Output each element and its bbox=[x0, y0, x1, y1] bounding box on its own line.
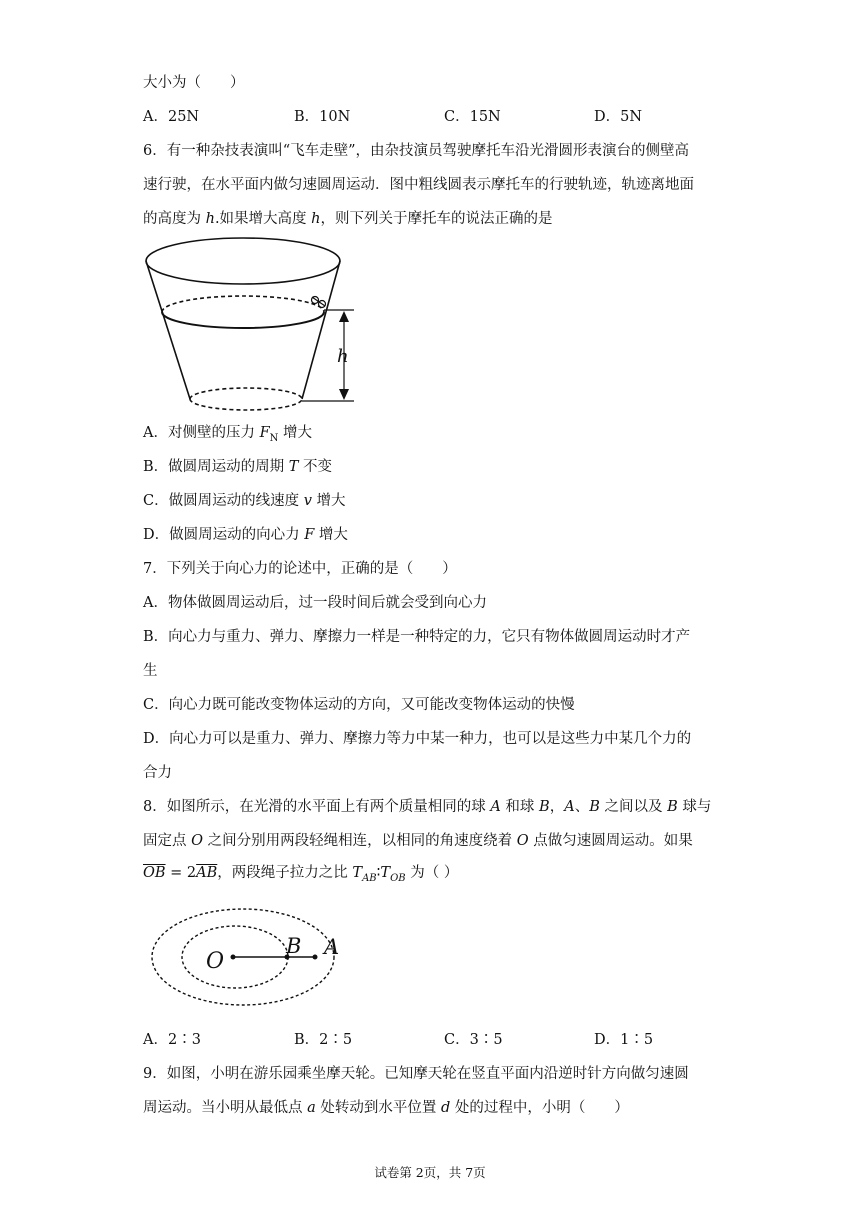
cone-top-rim bbox=[146, 238, 340, 284]
eq-ob: $\overline{OB}$ bbox=[143, 865, 166, 881]
arrow-up-icon bbox=[339, 311, 349, 322]
track-front-solid bbox=[162, 312, 324, 328]
q8-option-c: C．3∶5 bbox=[444, 1032, 503, 1048]
q6-option-d: D．做圆周运动的向心力 F 增大 bbox=[143, 527, 348, 543]
q6-stem-line-2: 速行驶，在水平面内做匀速圆周运动．图中粗线圆表示摩托车的行驶轨迹，轨迹离地面 bbox=[143, 177, 694, 193]
q6-option-a: A．对侧壁的压力 $F_N$ 增大 bbox=[143, 425, 313, 444]
track-back-dashed bbox=[162, 296, 324, 312]
q8-stem-line-3: $\overline{OB} = 2\overline{AB}$，两段绳子拉力之比 $T_{AB}∶T_{OB}$ 为（ ） bbox=[143, 865, 459, 884]
q6-option-c: C．做圆周运动的线速度 v 增大 bbox=[143, 493, 346, 509]
q8-option-d: D．1∶5 bbox=[594, 1032, 654, 1048]
q7-option-c: C．向心力既可能改变物体运动的方向，又可能改变物体运动的快慢 bbox=[143, 697, 575, 713]
q5-option-a: A．25N bbox=[143, 109, 200, 125]
motorcycle-icon bbox=[312, 297, 326, 308]
q7-option-d-line-1: D．向心力可以是重力、弹力、摩擦力等力中某一种力，也可以是这些力中某几个力的 bbox=[143, 731, 692, 747]
base-back-dashed bbox=[190, 388, 302, 399]
arrow-down-icon bbox=[339, 389, 349, 400]
label-a: A bbox=[324, 935, 340, 959]
eq-ab: $\overline{AB}$ bbox=[196, 865, 218, 881]
ball-a bbox=[313, 955, 318, 960]
label-b: B bbox=[286, 934, 302, 958]
q5-stem-tail: 大小为（ ） bbox=[143, 75, 245, 91]
q8-stem-line-1: 8．如图所示，在光滑的水平面上有两个质量相同的球 A 和球 B，A、B 之间以及 B 球与 bbox=[143, 799, 712, 815]
q6-cone-figure bbox=[140, 234, 360, 414]
q9-stem-line-1: 9．如图，小明在游乐园乘坐摩天轮。已知摩天轮在竖直平面内沿逆时针方向做匀速圆 bbox=[143, 1066, 689, 1082]
q9-stem-line-2: 周运动。当小明从最低点 a 处转动到水平位置 d 处的过程中，小明（ ） bbox=[143, 1100, 629, 1116]
q6-option-b: B．做圆周运动的周期 T 不变 bbox=[143, 459, 333, 475]
page-footer: 试卷第 2页，共 7页 bbox=[374, 1165, 486, 1180]
cone-left-wall bbox=[146, 261, 190, 399]
cone-right-wall bbox=[302, 261, 340, 399]
base-front-dashed bbox=[190, 399, 302, 410]
q8-stem-line-2: 固定点 O 之间分别用两段轻绳相连，以相同的角速度绕着 O 点做匀速圆周运动。如果 bbox=[143, 833, 693, 849]
q8-orbit-figure bbox=[148, 906, 358, 1011]
q7-option-d-line-2: 合力 bbox=[143, 765, 172, 781]
q8-option-a: A．2∶3 bbox=[143, 1032, 201, 1048]
q5-option-d: D．5N bbox=[594, 109, 643, 125]
label-o: O bbox=[206, 949, 225, 974]
q7-option-b-line-2: 生 bbox=[143, 663, 158, 679]
q6-stem-line-1: 6．有一种杂技表演叫“飞车走壁”，由杂技演员驾驶摩托车沿光滑圆形表演台的侧壁高 bbox=[143, 143, 690, 159]
q6-stem-line-3: 的高度为 h.如果增大高度 h，则下列关于摩托车的说法正确的是 bbox=[143, 211, 553, 227]
height-label: h bbox=[337, 346, 349, 367]
q7-option-b-line-1: B．向心力与重力、弹力、摩擦力一样是一种特定的力，它只有物体做圆周运动时才产 bbox=[143, 629, 691, 645]
q5-option-c: C．15N bbox=[444, 109, 501, 125]
q7-option-a: A．物体做圆周运动后，过一段时间后就会受到向心力 bbox=[143, 595, 487, 611]
center-point-o bbox=[231, 955, 236, 960]
q8-option-b: B．2∶5 bbox=[294, 1032, 353, 1048]
q5-option-b: B．10N bbox=[294, 109, 351, 125]
q7-stem: 7．下列关于向心力的论述中，正确的是（ ） bbox=[143, 561, 457, 577]
